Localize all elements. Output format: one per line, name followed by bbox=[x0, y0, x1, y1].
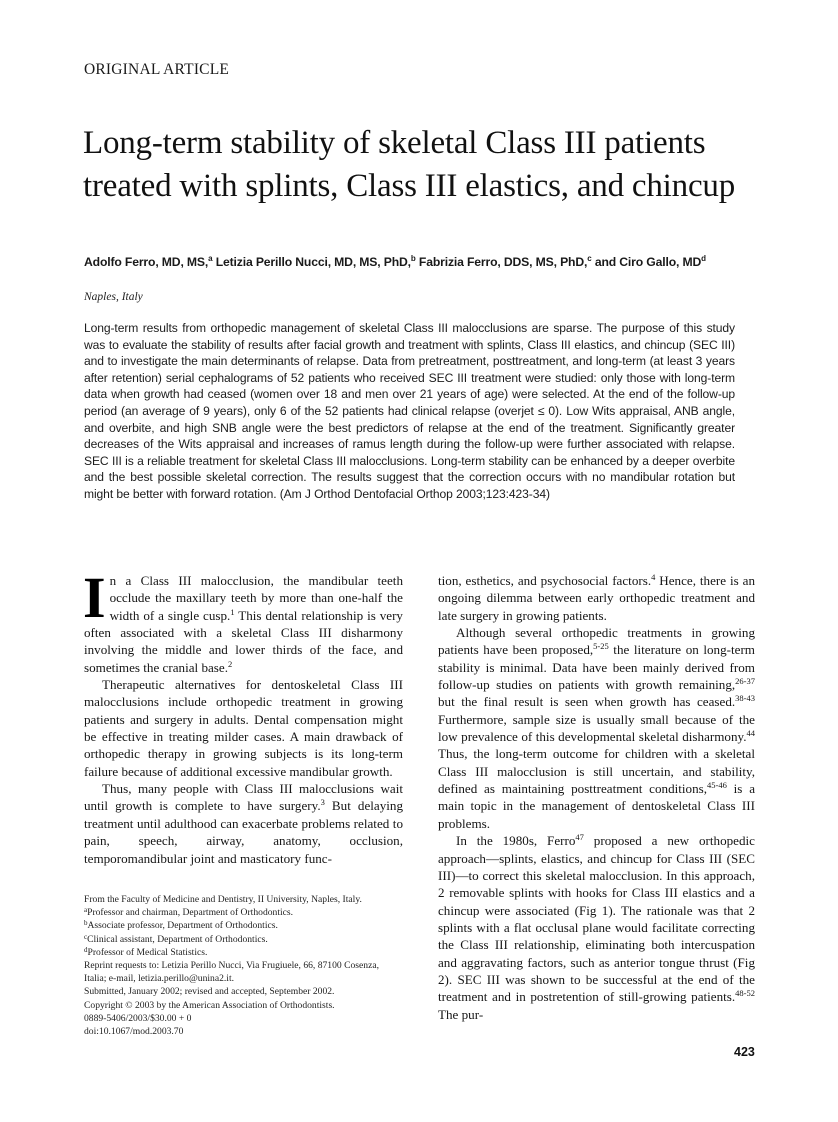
citation-ref: 3 bbox=[320, 797, 325, 808]
body-paragraph bbox=[83, 565, 403, 676]
paragraph-text: But delaying treatment until adulthood can exacerbate problems related to pain, speech, airway, anatomy, occlusion, temporomandibular joint and masticatory func- bbox=[84, 798, 403, 866]
citation-ref: 48-52 bbox=[735, 988, 755, 999]
body-paragraph: Therapeutic alternatives for dentoskeletal Class III malocclusions include orthopedic treatment in growing patients and surgery in adults. Dental compensation might be effective in treating milder cases. A main drawback of orthopedic therapy in growing subjects is its long-term failure because of additional excessive mandibular growth. bbox=[84, 677, 403, 779]
paragraph-text: In the 1980s, Ferro bbox=[456, 833, 576, 849]
footnote-role bbox=[84, 906, 414, 919]
citation-ref: 38-43 bbox=[735, 693, 755, 704]
footnote-mark: c bbox=[84, 932, 88, 941]
footnote-role bbox=[84, 919, 414, 932]
citation-ref: 5-25 bbox=[593, 641, 609, 652]
author-name: Letizia Perillo Nucci, MD, MS, PhD, bbox=[215, 255, 411, 269]
paragraph-text: but the final result is seen when growth has ceased. bbox=[438, 694, 736, 710]
body-column-right bbox=[438, 572, 755, 1023]
paragraph-text: is a main topic in the management of dentoskeletal Class III problems. bbox=[438, 781, 756, 831]
page-number: 423 bbox=[734, 1045, 755, 1059]
paragraph-text: n a Class III malocclusion, the mandibular teeth occlude the maxillary teeth by more than one-half the width of a single cusp. bbox=[109, 573, 403, 623]
citation-ref: 1 bbox=[230, 606, 235, 617]
footnote-text: Clinical assistant, Department of Orthodontics. bbox=[87, 933, 268, 945]
paragraph-text: The pur- bbox=[438, 1006, 484, 1022]
paragraph-text: Although several orthopedic treatments in growing patients have been proposed, bbox=[438, 625, 755, 658]
author-location: Naples, Italy bbox=[84, 291, 143, 303]
footnote-issn: 0889-5406/2003/$30.00 + 0 bbox=[84, 1012, 192, 1024]
body-paragraph bbox=[438, 572, 755, 624]
paragraph-text: tion, esthetics, and psychosocial factors. bbox=[438, 573, 652, 588]
footnote-role bbox=[84, 933, 414, 946]
affiliation-mark: d bbox=[701, 254, 706, 263]
footnote-mark: b bbox=[84, 919, 88, 928]
paragraph-text: Thus, many people with Class III malocclusions wait until growth is complete to have surgery. bbox=[84, 781, 403, 814]
footnote-reprint: Reprint requests to: Letizia Perillo Nucci, Via Frugiuele, 66, 87100 Cosenza, bbox=[84, 960, 379, 972]
author-list bbox=[84, 254, 764, 272]
paragraph-text: Furthermore, sample size is usually small because of the low prevalence of this developmental skeletal disharmony. bbox=[438, 711, 755, 745]
footnote-text: Associate professor, Department of Orthodontics. bbox=[87, 920, 278, 932]
paragraph-text: Hence, there is an ongoing dilemma between early orthopedic treatment and late surgery in growing patients. bbox=[438, 573, 755, 623]
drop-cap: I bbox=[83, 565, 106, 630]
citation-ref: 26-37 bbox=[735, 676, 755, 687]
affiliation-mark: c bbox=[587, 254, 592, 263]
footnote-doi[interactable]: doi:10.1067/mod.2003.70 bbox=[84, 1026, 184, 1038]
abstract: Long-term results from orthopedic management of skeletal Class III malocclusions are sparse. The purpose of this study was to evaluate the stability of results after facial growth and treatment with splints, Class III elastics, and chincup (SEC III) and to investigate the main determinants of relapse. Data from pretreatment, posttreatment, and long-term (at least 3 years after retention) serial cephalograms of 52 patients who received SEC III treatment were studied: only those with long-term data when growth had ceased (women over 18 and men over 21 years of age) were selected. At the end of the follow-up period (an average of 9 years), only 6 of the 52 patients had clinical relapse (overjet ≤ 0). Low Wits appraisal, ANB angle, and overbite, and high SNB angle were the best predictors of relapse at the end of the treatment. Significantly greater decreases of the Wits appraisal and increases of ramus length during the follow-up were further associated with relapse. SEC III is a reliable treatment for skeletal Class III malocclusions. Long-term stability can be enhanced by a deeper overbite and the best possible skeletal correction. The results suggest that the correction occurs with no mandibular rotation but might be better with forward rotation. (Am J Orthod Dentofacial Orthop 2003;123:423-34) bbox=[84, 321, 735, 501]
citation-ref: 45-46 bbox=[707, 780, 727, 791]
paragraph-text: Thus, the long-term outcome for children with a skeletal Class III malocclusion is still uncertain, and stability, defined as maintaining posttreatment conditions, bbox=[438, 746, 755, 797]
affiliation-mark: b bbox=[410, 254, 416, 263]
footnote-role bbox=[84, 946, 414, 959]
citation-ref: 47 bbox=[575, 832, 584, 843]
section-label: ORIGINAL ARTICLE bbox=[84, 61, 230, 78]
citation-ref: 2 bbox=[227, 658, 233, 669]
author-name: Adolfo Ferro, MD, MS, bbox=[84, 255, 209, 269]
footnote-submitted: Submitted, January 2002; revised and accepted, September 2002. bbox=[84, 986, 335, 998]
paragraph-text: This dental relationship is very often associated with a skeletal Class III disharmony involving the middle and lower thirds of the face, and sometimes the cranial base. bbox=[84, 607, 403, 675]
body-paragraph bbox=[84, 780, 403, 867]
footnote-text: Professor and chairman, Department of Orthodontics. bbox=[87, 907, 294, 919]
citation-ref: 44 bbox=[746, 728, 755, 739]
body-paragraph bbox=[438, 624, 755, 832]
body-paragraph bbox=[438, 832, 755, 1023]
citation-ref: 4 bbox=[651, 572, 656, 582]
affiliation-mark: a bbox=[208, 254, 213, 263]
footnote-mark: d bbox=[84, 945, 88, 954]
footnotes bbox=[84, 893, 414, 1038]
paragraph-text: the literature on long-term stability is minimal. Data have been mainly derived from follow-up studies on patients with growth remaining, bbox=[438, 642, 755, 693]
footnote-text: Professor of Medical Statistics. bbox=[87, 946, 208, 958]
author-name: Fabrizia Ferro, DDS, MS, PhD, bbox=[418, 255, 588, 269]
footnote-copyright: Copyright © 2003 by the American Association of Orthodontists. bbox=[84, 999, 335, 1011]
footnote-mark: a bbox=[84, 906, 88, 915]
paragraph-text: proposed a new orthopedic approach—splints, elastics, and chincup for Class III (SEC III)—to correct this skeletal malocclusion. In this approach, 2 removable splints with hooks for Class III elastics and a chincup were associated (Fig 1). The rationale was that 2 splints with a flat occlusal plane would facilitate correcting the Class III relationship, eliminating both intercuspation and aggravating factors, such as anterior tongue thrust (Fig 2). SEC III was shown to be successful at the end of the treatment and in postretention of still-growing patients. bbox=[438, 833, 755, 1005]
footnote-affiliation: From the Faculty of Medicine and Dentistry, II University, Naples, Italy. bbox=[84, 894, 362, 905]
article-title: Long-term stability of skeletal Class III patients treated with splints, Class III elastics, and chincup bbox=[83, 125, 735, 204]
footnote-reprint-email[interactable]: Italia; e-mail, letizia.perillo@unina2.it. bbox=[84, 973, 235, 985]
body-column-left bbox=[83, 565, 403, 867]
author-name: and Ciro Gallo, MD bbox=[594, 255, 702, 269]
